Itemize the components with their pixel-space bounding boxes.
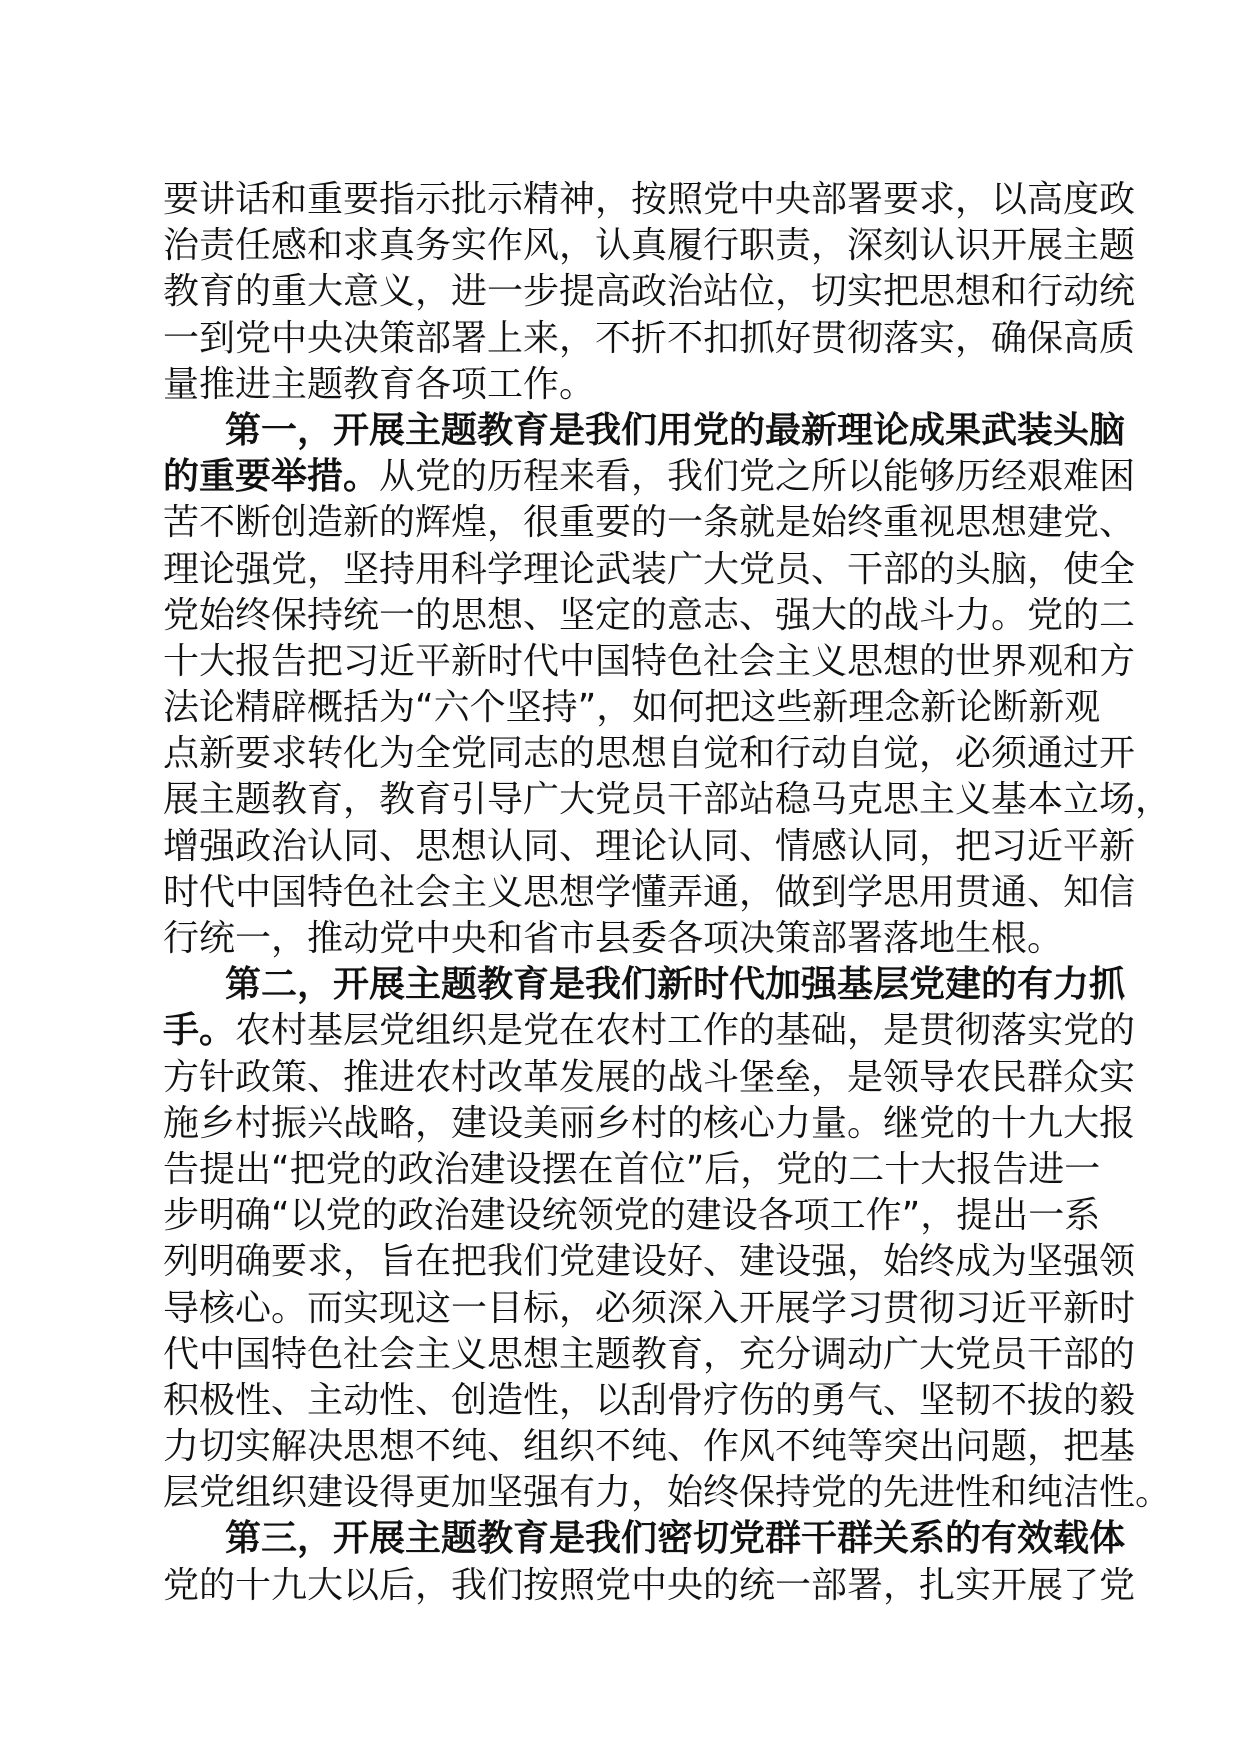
text-line	[163, 1424, 1136, 1470]
paragraph-third	[163, 1516, 1136, 1608]
body-text: 代中国特色社会主义思想主题教育，充分调动广大党员干部的	[163, 1333, 1136, 1375]
body-text: 展主题教育，教育引导广大党员干部站稳马克思主义基本立场，	[163, 779, 1172, 821]
text-line	[163, 1055, 1136, 1101]
body-text: 法论精辟概括为“六个坚持”，如何把这些新理念新论断新观	[163, 687, 1101, 729]
body-text: 量推进主题教育各项工作。	[163, 363, 596, 405]
body-text: 要讲话和重要指示批示精神，按照党中央部署要求，以高度政	[163, 179, 1136, 220]
body-text: 力切实解决思想不纯、组织不纯、作风不纯等突出问题，把基	[163, 1426, 1136, 1468]
text-line	[163, 1470, 1172, 1516]
text-line	[163, 824, 1136, 870]
body-text: 方针政策、推进农村改革发展的战斗堡垒，是领导农民群众实	[163, 1056, 1136, 1098]
text-line	[163, 500, 1136, 546]
text-line	[163, 408, 1126, 454]
body-text: 一到党中央决策部署上来，不折不扣抓好贯彻落实，确保高质	[163, 317, 1136, 359]
text-line	[163, 362, 1083, 408]
text-line	[163, 1563, 1136, 1609]
body-text: 教育的重大意义，进一步提高政治站位，切实把思想和行动统	[163, 271, 1136, 313]
text-line	[163, 1239, 1136, 1285]
text-line	[163, 1516, 1126, 1562]
body-text: 导核心。而实现这一目标，必须深入开展学习贯彻习近平新时	[163, 1287, 1136, 1329]
text-line	[163, 639, 1136, 685]
body-text: 理论强党，坚持用科学理论武装广大党员、干部的头脑，使全	[163, 548, 1136, 590]
bold-heading-text: 第二，开展主题教育是我们新时代加强基层党建的有力抓	[225, 964, 1126, 1006]
body-text: 治责任感和求真务实作风，认真履行职责，深刻认识开展主题	[163, 225, 1136, 267]
text-line	[163, 1193, 1101, 1239]
text-line	[163, 1147, 1101, 1193]
text-line	[163, 916, 1083, 962]
paragraph-first	[163, 408, 1172, 962]
paragraph-second	[163, 962, 1172, 1516]
text-line	[163, 177, 1136, 223]
bold-heading-text: 第一，开展主题教育是我们用党的最新理论成果武装头脑	[225, 409, 1126, 451]
document-body	[163, 177, 1172, 1609]
text-line	[163, 1378, 1136, 1424]
text-line	[163, 1101, 1136, 1147]
body-text: 积极性、主动性、创造性，以刮骨疗伤的勇气、坚韧不拔的毅	[163, 1379, 1136, 1421]
body-text: 增强政治认同、思想认同、理论认同、情感认同，把习近平新	[163, 825, 1136, 867]
body-text: 从党的历程来看，我们党之所以能够历经艰难困	[379, 456, 1136, 498]
text-line	[163, 223, 1136, 269]
body-text: 列明确要求，旨在把我们党建设好、建设强，始终成为坚强领	[163, 1241, 1136, 1283]
body-text: 施乡村振兴战略，建设美丽乡村的核心力量。继党的十九大报	[163, 1102, 1136, 1144]
body-text: 党始终保持统一的思想、坚定的意志、强大的战斗力。党的二	[163, 594, 1136, 636]
body-text: 步明确“以党的政治建设统领党的建设各项工作”，提出一系	[163, 1195, 1101, 1237]
text-line	[163, 685, 1101, 731]
text-line	[163, 547, 1136, 593]
body-text: 时代中国特色社会主义思想学懂弄通，做到学思用贯通、知信	[163, 871, 1136, 913]
text-line	[163, 316, 1136, 362]
text-line	[163, 1008, 1136, 1054]
body-text: 行统一，推动党中央和省市县委各项决策部署落地生根。	[163, 918, 1064, 959]
text-line	[163, 269, 1136, 315]
text-line	[163, 731, 1136, 777]
bold-heading-text: 第三，开展主题教育是我们密切党群干群关系的有效载体	[225, 1518, 1126, 1560]
paragraph-intro	[163, 177, 1136, 408]
bold-heading-text: 手。	[163, 1010, 236, 1052]
text-line	[163, 1332, 1136, 1378]
body-text: 十大报告把习近平新时代中国特色社会主义思想的世界观和方	[163, 640, 1136, 682]
text-line	[163, 962, 1126, 1008]
text-line	[163, 870, 1136, 916]
body-text: 点新要求转化为全党同志的思想自觉和行动自觉，必须通过开	[163, 733, 1136, 775]
text-line	[163, 777, 1172, 823]
body-text: 层党组织建设得更加坚强有力，始终保持党的先进性和纯洁性。	[163, 1472, 1172, 1514]
bold-heading-text: 的重要举措。	[163, 456, 380, 498]
body-text: 农村基层党组织是党在农村工作的基础，是贯彻落实党的	[235, 1010, 1136, 1052]
body-text: 苦不断创造新的辉煌，很重要的一条就是始终重视思想建党、	[163, 502, 1136, 544]
text-line	[163, 593, 1136, 639]
body-text: 告提出“把党的政治建设摆在首位”后，党的二十大报告进一	[163, 1148, 1101, 1190]
text-line	[163, 1286, 1136, 1332]
text-line	[163, 454, 1136, 500]
body-text: 党的十九大以后，我们按照党中央的统一部署，扎实开展了党	[163, 1564, 1136, 1606]
